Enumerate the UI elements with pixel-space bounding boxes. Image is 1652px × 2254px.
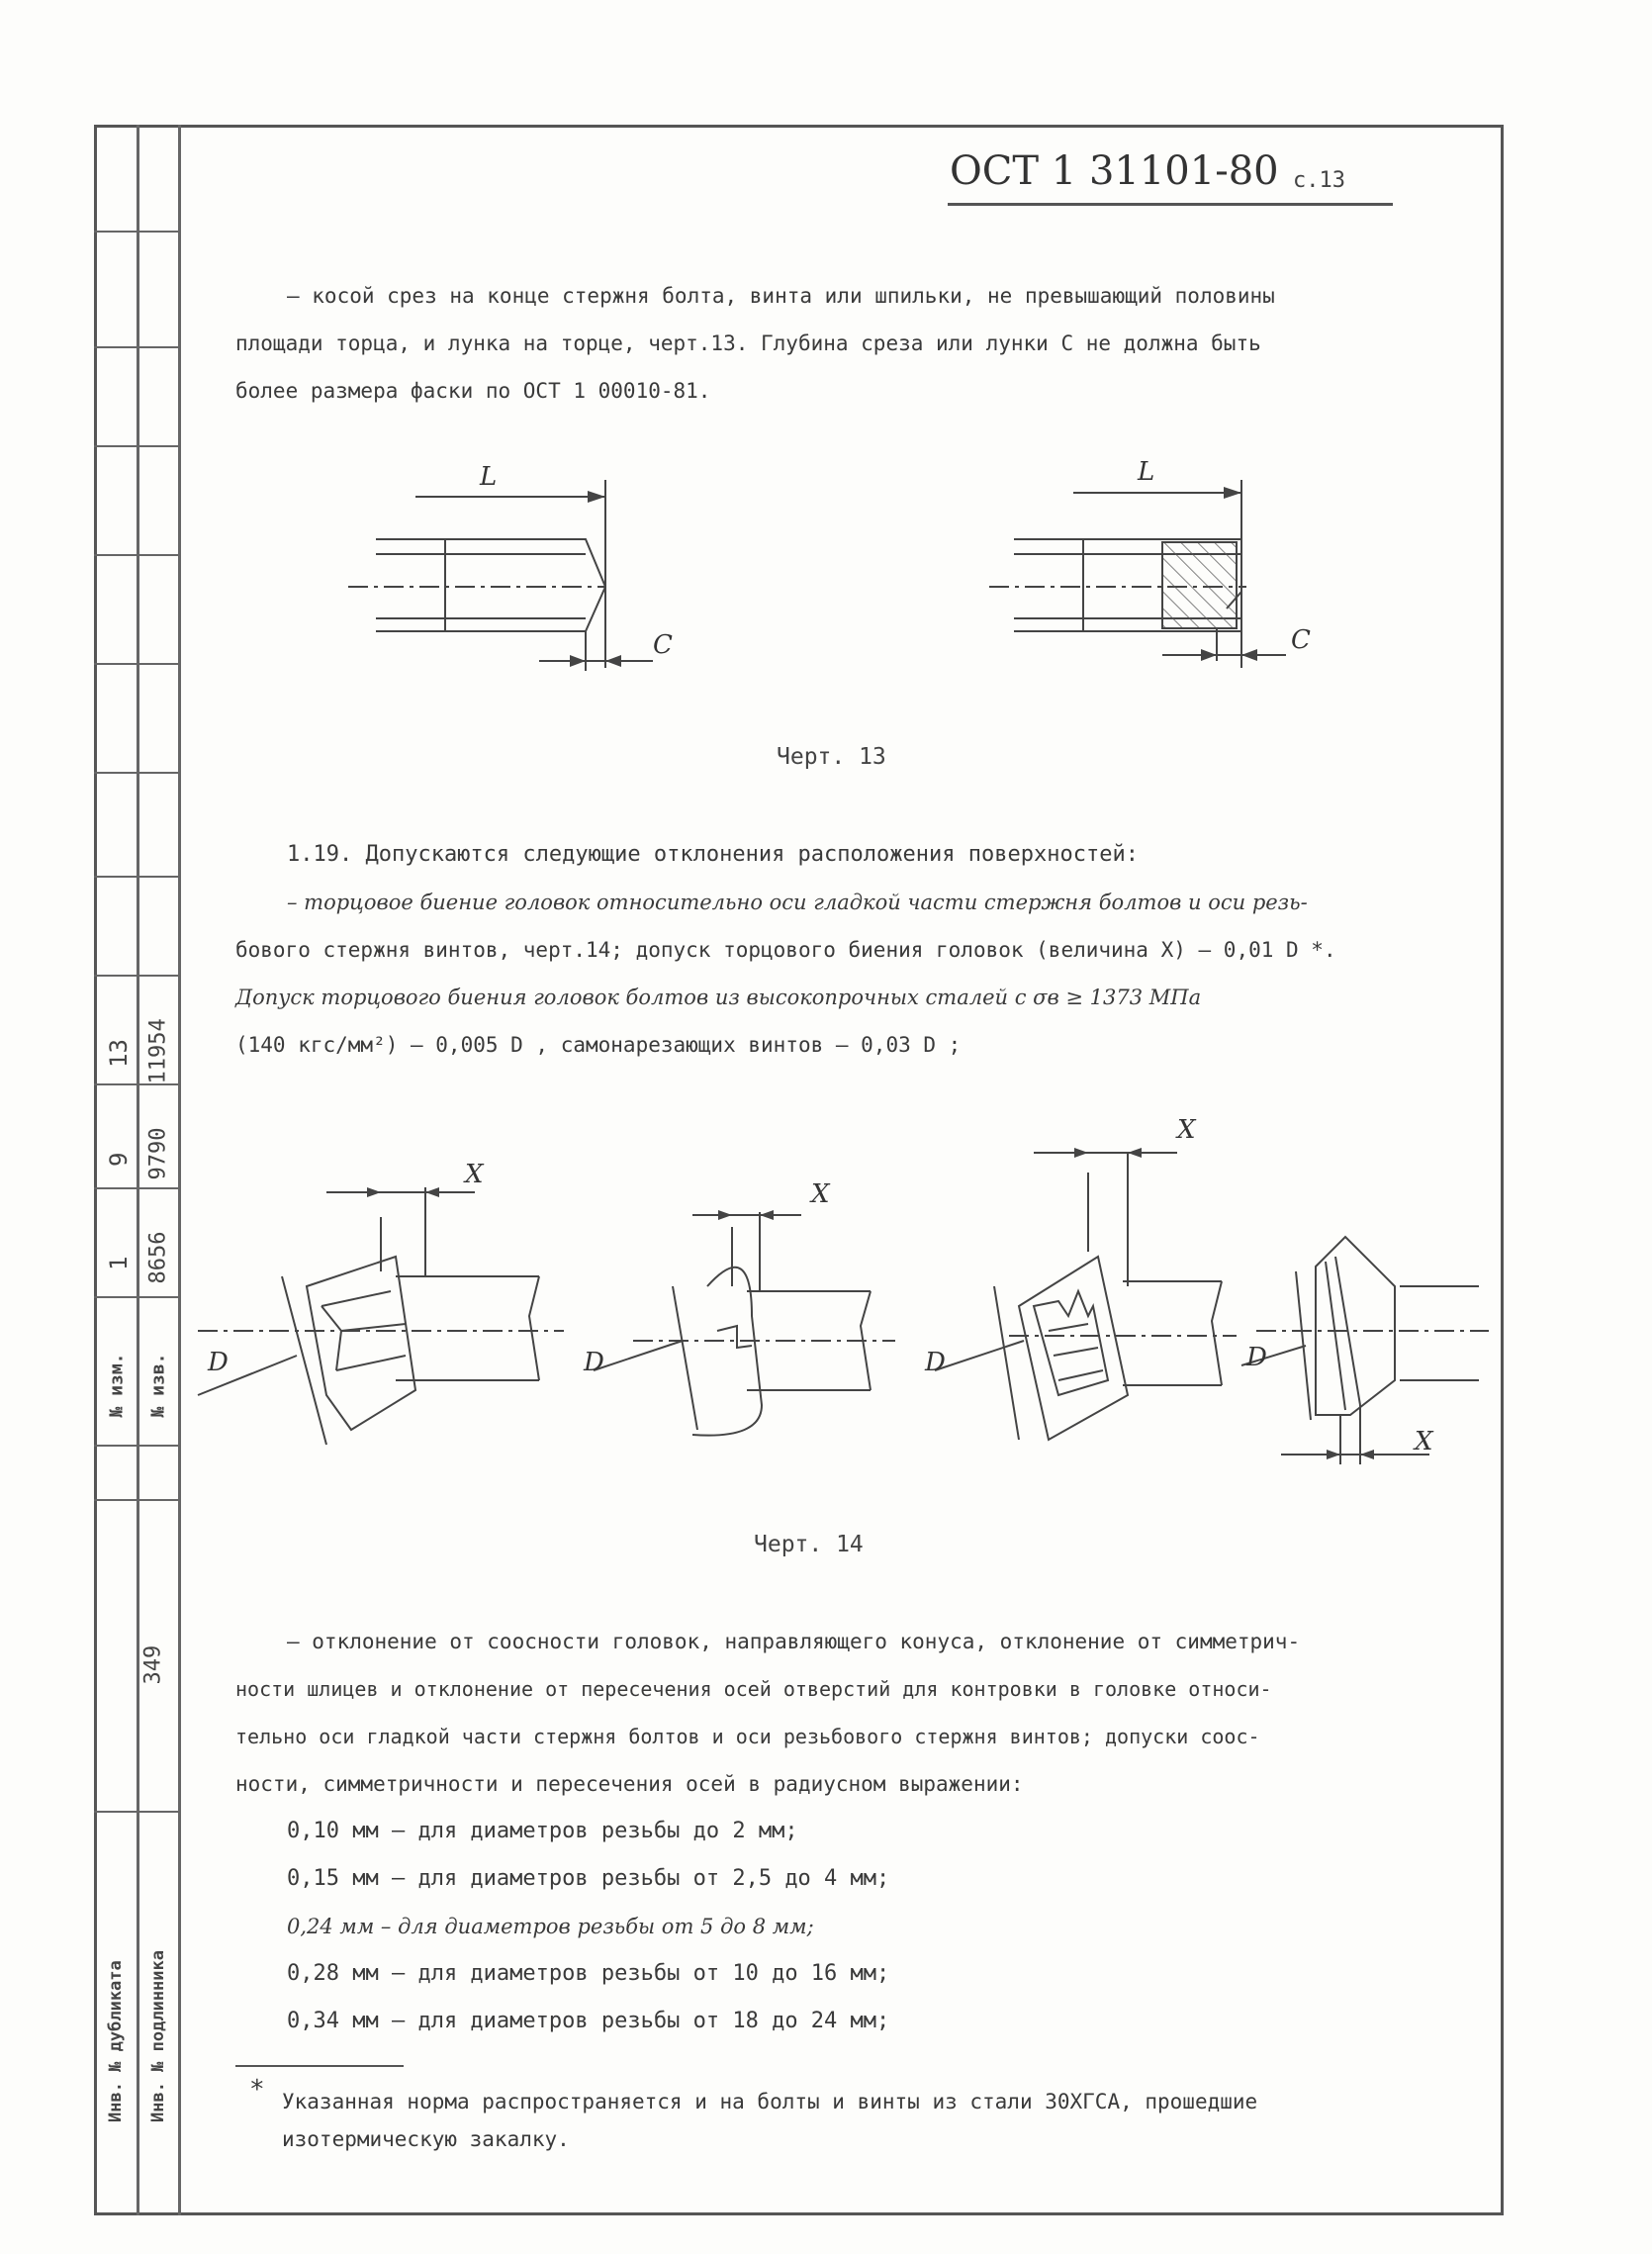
fig14-round-head (594, 1210, 895, 1436)
section-119-line-4: Допуск торцового биения головок болтов из высокопрочных сталей с σв ≥ 1373 МПа (235, 986, 1202, 1009)
footnote-line-1: Указанная норма распространяется и на болты и винты из стали 30ХГСА, прошедшие (282, 2090, 1258, 2113)
tolerance-line-4: 0,28 мм – для диаметров резьбы от 10 до 16 мм; (287, 1961, 890, 1986)
figure-13-caption: Черт. 13 (777, 744, 886, 770)
fig14-countersunk-head (1241, 1237, 1489, 1464)
fig13-left-label-L: L (480, 462, 498, 492)
sidebar-notice-11954: 11954 (145, 1018, 171, 1084)
sidebar-notice-label: № изв. (147, 1353, 169, 1418)
tolerance-line-1: 0,10 мм – для диаметров резьбы до 2 мм; (287, 1819, 798, 1843)
fig14-label-X1: X (465, 1160, 484, 1189)
fig13-right-label-C: C (1291, 625, 1311, 655)
fig14-label-D2: D (584, 1348, 604, 1377)
sidebar-sheet-number: 349 (140, 1644, 166, 1685)
intro-line-2: площади торца, и лунка на торце, черт.13. Глубина среза или лунки С не должна быть (235, 331, 1261, 355)
coaxial-line-3: тельно оси гладкой части стержня болтов и оси резьбового стержня винтов; допуски соос- (235, 1725, 1260, 1748)
section-119-line-3: бового стержня винтов, черт.14; допуск торцового биения головок (величина X) – 0,01 D *. (235, 938, 1336, 962)
tolerance-line-2: 0,15 мм – для диаметров резьбы от 2,5 до 4 мм; (287, 1866, 890, 1891)
footnote-rule (235, 2065, 404, 2067)
sidebar-change-9: 9 (105, 1152, 133, 1167)
tolerance-line-3: 0,24 мм – для диаметров резьбы от 5 до 8 мм; (287, 1915, 814, 1938)
figure-14-caption: Черт. 14 (754, 1532, 864, 1557)
fig13-right-label-L: L (1138, 457, 1155, 487)
footnote-line-2: изотермическую закалку. (282, 2127, 570, 2151)
tolerance-line-5: 0,34 мм – для диаметров резьбы от 18 до 24 мм; (287, 2009, 890, 2033)
coaxial-line-1: – отклонение от соосности головок, направляющего конуса, отклонение от симметрич- (287, 1630, 1301, 1653)
footnote-mark: * (249, 2075, 265, 2105)
fig14-label-X2: X (811, 1179, 830, 1209)
fig14-label-D3: D (925, 1348, 946, 1377)
fig13-left-label-C: C (653, 630, 673, 660)
sidebar-change-label: № изм. (106, 1353, 128, 1418)
intro-line-3: более размера фаски по ОСТ 1 00010-81. (235, 379, 711, 403)
document-code: ОСТ 1 31101-80 (950, 148, 1279, 194)
section-119-line-2: – торцовое биение головок относительно оси гладкой части стержня болтов и оси резь- (287, 891, 1308, 914)
sidebar-duplicate-label: Инв. № дубликата (106, 1960, 126, 2122)
coaxial-line-4: ности, симметричности и пересечения осей в радиусном выражении: (235, 1772, 1024, 1796)
fig14-label-X3: X (1177, 1115, 1196, 1145)
fig14-label-D1: D (208, 1348, 229, 1377)
section-119-line-5: (140 кгс/мм²) – 0,005 D , самонарезающих винтов – 0,03 D ; (235, 1033, 962, 1057)
sidebar-change-1: 1 (105, 1256, 133, 1270)
fig14-spline-head (935, 1148, 1237, 1440)
sidebar-notice-8656: 8656 (145, 1231, 171, 1284)
sidebar-original-label: Инв. № подлинника (148, 1950, 168, 2122)
fig14-label-D4: D (1246, 1343, 1267, 1372)
intro-line-1: – косой срез на конце стержня болта, винта или шпильки, не превышающий половины (287, 284, 1275, 308)
page-number: с.13 (1293, 168, 1345, 193)
fig14-label-X4: X (1415, 1427, 1433, 1456)
sidebar-notice-9790: 9790 (145, 1127, 171, 1180)
coaxial-line-2: ности шлицев и отклонение от пересечения осей отверстий для контровки в головке относи- (235, 1677, 1272, 1701)
sidebar-change-13: 13 (105, 1039, 133, 1068)
section-119-line-1: 1.19. Допускаются следующие отклонения расположения поверхностей: (287, 842, 1139, 867)
fig14-hex-head (198, 1187, 564, 1445)
